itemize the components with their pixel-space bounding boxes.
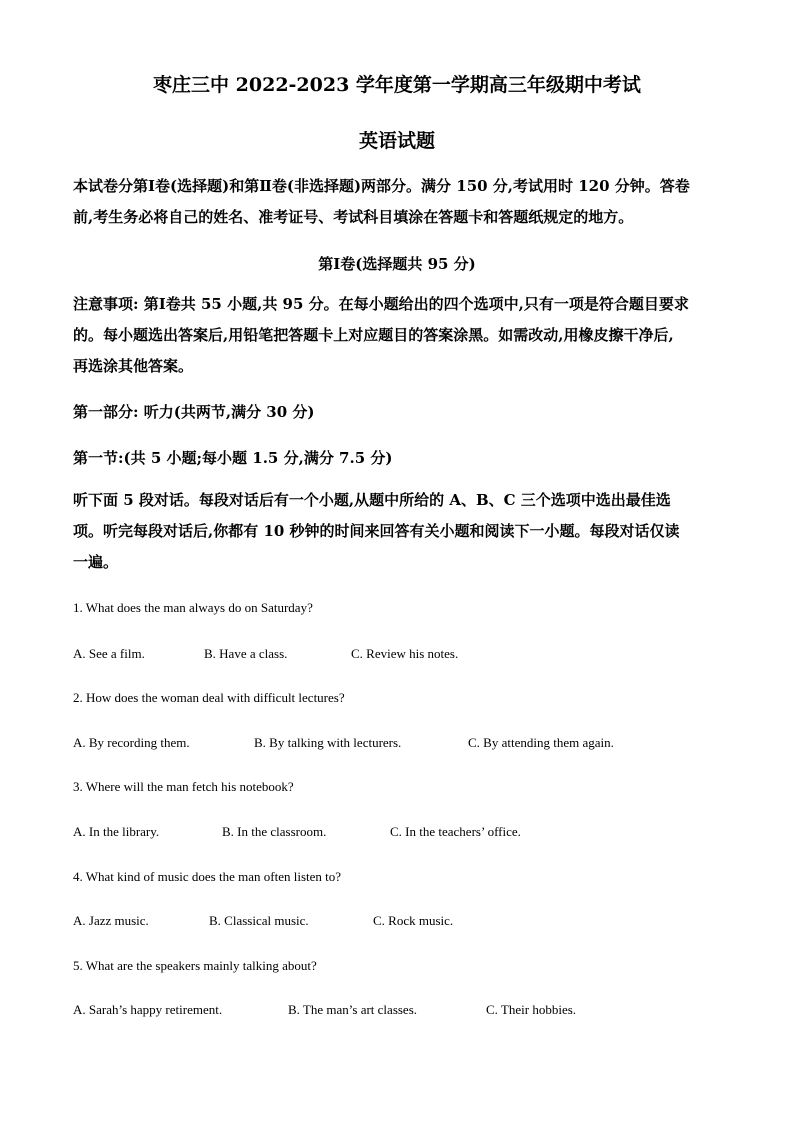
question-stem: 2. How does the woman deal with difficult lectures? [73,690,345,705]
option-c: C. In the teachers’ office. [390,824,521,839]
option-c: C. Their hobbies. [486,1002,577,1017]
volume1-heading: 第Ⅰ卷(选择题共 95 分) [318,255,476,273]
option-a: A. Sarah’s happy retirement. [73,1002,223,1017]
instruction-line: 听下面 5 段对话。每段对话后有一个小题,从题中所给的 A、B、C 三个选项中选出最佳选 [73,491,671,509]
section1-heading: 第一节:(共 5 小题;每小题 1.5 分,满分 7.5 分) [73,449,393,467]
option-a: A. See a film. [73,646,145,661]
question-stem: 5. What are the speakers mainly talking about? [73,958,317,973]
section1-instructions [73,485,723,578]
intro-paragraph [73,171,723,233]
option-b: B. Classical music. [209,913,309,928]
instruction-line: 一遍。 [73,553,119,571]
option-c: C. Review his notes. [351,646,459,661]
option-c: C. Rock music. [373,913,454,928]
option-b: B. By talking with lecturers. [254,735,402,750]
option-a: A. By recording them. [73,735,190,750]
option-b: B. Have a class. [204,646,288,661]
notice-paragraph [73,289,723,382]
exam-subtitle: 英语试题 [358,130,435,152]
notice-line: 的。每小题选出答案后,用铅笔把答题卡上对应题目的答案涂黑。如需改动,用橡皮擦干净后, [73,326,674,344]
exam-title: 枣庄三中 2022-2023 学年度第一学期高三年级期中考试 [153,74,641,96]
notice-line: 再选涂其他答案。 [73,357,194,375]
option-b: B. The man’s art classes. [288,1002,418,1017]
option-b: B. In the classroom. [222,824,327,839]
question-stem: 3. Where will the man fetch his notebook? [73,779,294,794]
notice-line: 注意事项: 第Ⅰ卷共 55 小题,共 95 分。在每小题给出的四个选项中,只有一项是符合题目要求 [73,295,689,313]
instruction-line: 项。听完每段对话后,你都有 10 秒钟的时间来回答有关小题和阅读下一小题。每段对话仅读 [73,522,680,540]
option-a: A. In the library. [73,824,160,839]
part1-heading: 第一部分: 听力(共两节,满分 30 分) [73,403,315,421]
option-a: A. Jazz music. [73,913,149,928]
intro-line: 前,考生务必将自己的姓名、准考证号、考试科目填涂在答题卡和答题纸规定的地方。 [73,208,634,226]
option-c: C. By attending them again. [468,735,614,750]
question-stem: 4. What kind of music does the man often listen to? [73,869,342,884]
intro-line: 本试卷分第Ⅰ卷(选择题)和第Ⅱ卷(非选择题)两部分。满分 150 分,考试用时 120 分钟。答卷 [73,177,690,195]
question-stem: 1. What does the man always do on Saturday? [73,600,313,615]
